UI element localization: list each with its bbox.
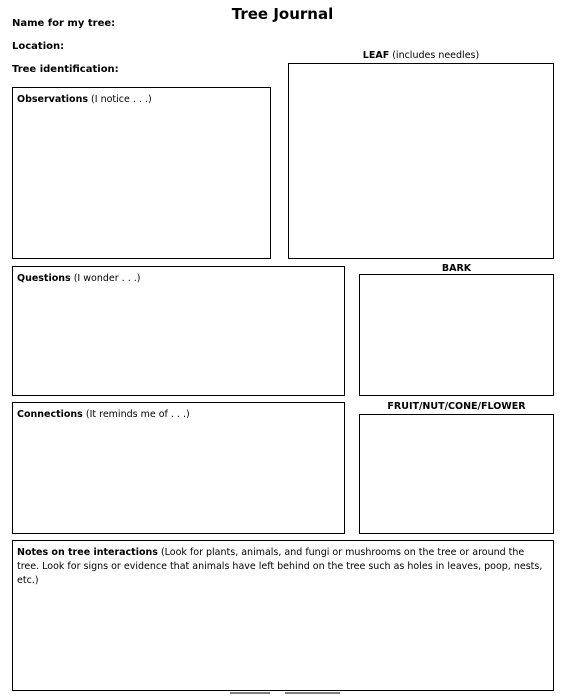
bark-heading [359, 263, 554, 274]
questions-box[interactable] [12, 266, 345, 396]
footer-fragment [230, 692, 270, 694]
notes-box[interactable] [12, 540, 554, 691]
leaf-title: LEAF [362, 50, 390, 61]
leaf-box[interactable] [288, 63, 554, 259]
location-label: Location: [12, 41, 65, 52]
observations-box[interactable] [12, 87, 271, 259]
observations-hint: (I notice . . .) [91, 94, 152, 105]
notes-label [17, 546, 547, 588]
bark-title: BARK [441, 263, 472, 274]
questions-label [17, 272, 338, 286]
questions-hint: (I wonder . . .) [73, 273, 141, 284]
notes-hint: (Look for plants, animals, and fungi or mushrooms on the tree or around the tree. Look for signs or evidence that animals have left behind on the tree such as holes in leaves, poop, nests, etc.) [17, 547, 543, 586]
connections-title: Connections [17, 409, 83, 420]
connections-hint: (It reminds me of . . .) [85, 409, 190, 420]
observations-title: Observations [17, 94, 89, 105]
fruit-title: FRUIT/NUT/CONE/FLOWER [387, 401, 526, 412]
footer-fragment [285, 692, 340, 694]
fruit-box[interactable] [359, 414, 554, 534]
connections-box[interactable] [12, 402, 345, 534]
notes-title: Notes on tree interactions [17, 547, 158, 558]
leaf-heading [288, 50, 554, 61]
questions-title: Questions [17, 273, 71, 284]
leaf-hint: (includes needles) [392, 50, 480, 61]
page-title: Tree Journal [231, 5, 334, 23]
connections-label [17, 408, 338, 422]
tree-name-label: Name for my tree: [12, 18, 116, 29]
tree-identification-label: Tree identification: [12, 64, 119, 75]
observations-label [17, 93, 264, 107]
fruit-heading [359, 401, 554, 412]
bark-box[interactable] [359, 274, 554, 396]
